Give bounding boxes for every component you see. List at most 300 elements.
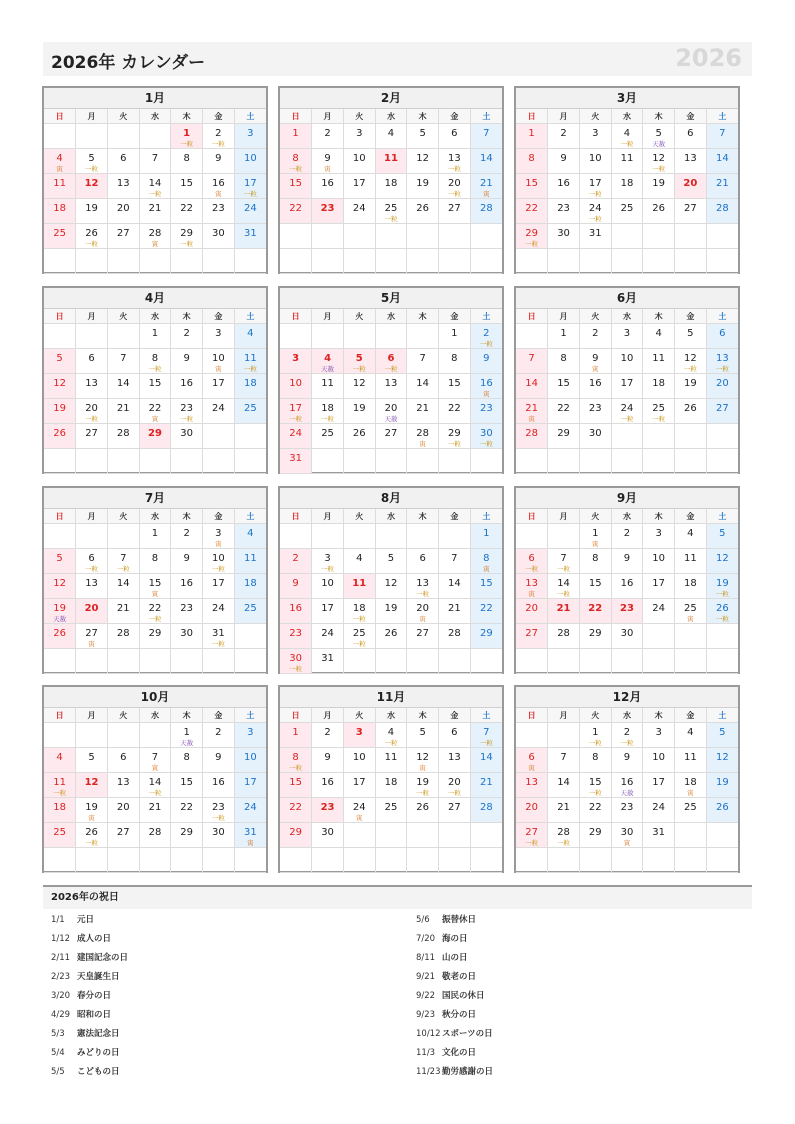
day-cell	[579, 748, 611, 773]
weekday-header: 火	[343, 708, 375, 723]
day-cell	[611, 773, 643, 798]
lucky-day-label: 一粒	[620, 415, 634, 423]
day-cell	[675, 124, 707, 149]
day-cell	[548, 748, 580, 773]
day-number: 21	[416, 403, 430, 414]
day-number: 5	[355, 353, 363, 364]
day-number: 30	[180, 428, 194, 439]
day-number: 14	[557, 777, 570, 788]
day-number: 13	[85, 578, 98, 589]
day-cell	[44, 574, 76, 599]
empty-cell	[675, 424, 707, 449]
day-cell	[203, 374, 235, 399]
empty-cell	[107, 324, 139, 349]
empty-cell	[203, 848, 235, 873]
day-number: 15	[588, 777, 602, 788]
day-number: 11	[352, 578, 367, 589]
day-number: 3	[592, 128, 599, 139]
day-cell	[76, 174, 108, 199]
empty-cell	[548, 249, 580, 274]
day-cell	[343, 174, 375, 199]
empty-cell	[280, 224, 312, 249]
empty-cell	[76, 324, 108, 349]
empty-cell	[139, 649, 171, 674]
day-number: 29	[479, 628, 493, 639]
day-cell	[407, 399, 439, 424]
day-number: 26	[53, 428, 66, 439]
holiday-item	[408, 911, 748, 930]
day-cell	[139, 149, 171, 174]
empty-cell	[107, 649, 139, 674]
day-number: 6	[419, 553, 426, 564]
day-number: 14	[557, 578, 570, 589]
day-number: 12	[53, 378, 66, 389]
month-title: 3月	[516, 88, 738, 109]
day-number: 20	[715, 378, 729, 389]
day-number: 29	[148, 628, 162, 639]
weekday-header: 月	[548, 109, 580, 124]
day-number: 17	[652, 578, 666, 589]
day-cell	[706, 374, 738, 399]
lucky-day-label: 寅	[151, 240, 159, 248]
holiday-date: 8/11	[416, 953, 436, 963]
day-cell	[203, 324, 235, 349]
day-number: 2	[592, 328, 599, 339]
empty-cell	[76, 124, 108, 149]
day-number: 26	[715, 802, 729, 813]
day-cell	[407, 624, 439, 649]
day-number: 13	[715, 353, 729, 364]
day-cell	[203, 624, 235, 649]
weekday-header: 金	[675, 109, 707, 124]
day-number: 23	[212, 802, 225, 813]
day-number: 25	[384, 203, 398, 214]
day-number: 24	[352, 802, 366, 813]
month-title: 8月	[280, 488, 502, 509]
empty-cell	[375, 823, 407, 848]
day-cell	[203, 124, 235, 149]
lucky-day-label: 寅	[88, 640, 95, 648]
day-number: 5	[56, 353, 63, 364]
holiday-date: 10/12	[416, 1029, 441, 1039]
day-cell	[139, 424, 171, 449]
day-number: 9	[183, 553, 190, 564]
day-cell	[107, 773, 139, 798]
day-cell	[675, 199, 707, 224]
day-cell	[234, 149, 266, 174]
day-cell	[107, 399, 139, 424]
day-cell	[611, 524, 643, 549]
day-number: 30	[479, 428, 493, 439]
day-number: 27	[684, 203, 697, 214]
lucky-day-label: 一粒	[211, 140, 225, 148]
day-cell	[548, 424, 580, 449]
day-cell	[548, 224, 580, 249]
day-number: 28	[715, 203, 729, 214]
day-number: 9	[215, 153, 222, 164]
day-cell	[234, 349, 266, 374]
day-cell	[706, 549, 738, 574]
day-number: 22	[448, 403, 461, 414]
weekday-header: 木	[643, 509, 675, 524]
lucky-day-label: 一粒	[447, 440, 461, 448]
day-number: 11	[321, 378, 334, 389]
empty-cell	[439, 449, 471, 474]
day-number: 12	[416, 153, 430, 164]
day-number: 25	[620, 203, 634, 214]
day-cell	[470, 599, 502, 624]
day-cell	[280, 449, 312, 474]
day-cell	[375, 349, 407, 374]
month-title: 10月	[44, 687, 266, 708]
day-number: 26	[352, 428, 366, 439]
day-number: 24	[243, 802, 257, 813]
day-number: 7	[483, 128, 490, 139]
day-cell	[234, 549, 266, 574]
day-cell	[643, 599, 675, 624]
day-number: 18	[384, 178, 398, 189]
lucky-day-label: 一粒	[148, 789, 162, 797]
day-number: 17	[289, 403, 302, 414]
weekday-header: 木	[407, 708, 439, 723]
day-cell	[675, 174, 707, 199]
day-cell	[470, 174, 502, 199]
day-number: 26	[416, 802, 430, 813]
day-number: 25	[384, 802, 398, 813]
empty-cell	[643, 224, 675, 249]
holiday-item	[43, 1063, 383, 1082]
day-number: 16	[479, 378, 493, 389]
empty-cell	[643, 624, 675, 649]
day-cell	[139, 574, 171, 599]
day-number: 15	[180, 777, 194, 788]
lucky-day-label: 寅	[356, 814, 363, 822]
month-9	[514, 486, 740, 674]
weekday-header: 土	[706, 109, 738, 124]
day-cell	[516, 199, 548, 224]
weekday-header: 土	[706, 309, 738, 324]
day-number: 23	[588, 403, 602, 414]
day-cell	[312, 748, 344, 773]
empty-cell	[139, 449, 171, 474]
weekday-header: 火	[107, 109, 139, 124]
day-cell	[107, 174, 139, 199]
day-cell	[312, 723, 344, 748]
lucky-day-label: 一粒	[85, 839, 99, 847]
weekday-header: 日	[516, 509, 548, 524]
empty-cell	[76, 723, 108, 748]
day-cell	[343, 424, 375, 449]
month-7	[42, 486, 268, 674]
day-cell	[139, 174, 171, 199]
empty-cell	[343, 224, 375, 249]
day-number: 8	[483, 553, 490, 564]
day-number: 21	[479, 178, 493, 189]
day-number: 31	[243, 228, 257, 239]
day-cell	[470, 798, 502, 823]
empty-cell	[706, 848, 738, 873]
holiday-date: 5/4	[51, 1048, 65, 1058]
day-number: 5	[719, 528, 726, 539]
day-number: 28	[116, 428, 130, 439]
day-number: 21	[148, 203, 162, 214]
weekday-header: 金	[439, 509, 471, 524]
day-number: 23	[620, 802, 634, 813]
weekday-header: 木	[643, 309, 675, 324]
day-number: 10	[588, 153, 602, 164]
day-cell	[343, 773, 375, 798]
day-cell	[203, 224, 235, 249]
day-cell	[375, 199, 407, 224]
day-cell	[643, 149, 675, 174]
day-cell	[44, 199, 76, 224]
day-cell	[643, 798, 675, 823]
day-number: 1	[528, 128, 535, 139]
weekday-header: 日	[280, 509, 312, 524]
month-2	[278, 86, 504, 274]
day-number: 6	[120, 752, 127, 763]
day-cell	[579, 823, 611, 848]
day-number: 19	[85, 203, 98, 214]
day-number: 17	[352, 178, 366, 189]
empty-cell	[375, 249, 407, 274]
day-number: 9	[592, 353, 599, 364]
lucky-day-label: 天赦	[620, 789, 634, 797]
lucky-day-label: 一粒	[243, 365, 257, 373]
day-cell	[516, 773, 548, 798]
day-cell	[375, 174, 407, 199]
day-number: 20	[116, 802, 130, 813]
day-cell	[548, 574, 580, 599]
day-cell	[234, 124, 266, 149]
holiday-date: 5/5	[51, 1067, 65, 1077]
lucky-day-label: 一粒	[148, 615, 162, 623]
day-cell	[171, 324, 203, 349]
day-number: 11	[243, 553, 257, 564]
day-number: 22	[180, 802, 194, 813]
day-cell	[76, 574, 108, 599]
day-cell	[439, 773, 471, 798]
holiday-item	[43, 968, 383, 987]
day-number: 27	[116, 827, 130, 838]
day-number: 13	[684, 153, 697, 164]
day-number: 31	[652, 827, 666, 838]
lucky-day-label: 寅	[528, 590, 535, 598]
day-cell	[407, 599, 439, 624]
empty-cell	[516, 449, 548, 474]
weekday-header: 水	[375, 509, 407, 524]
day-number: 27	[525, 628, 538, 639]
day-cell	[343, 723, 375, 748]
day-cell	[107, 149, 139, 174]
empty-cell	[675, 848, 707, 873]
day-cell	[439, 374, 471, 399]
day-number: 19	[352, 403, 366, 414]
day-cell	[470, 399, 502, 424]
day-cell	[675, 349, 707, 374]
day-number: 10	[212, 353, 225, 364]
day-number: 22	[148, 403, 162, 414]
day-cell	[470, 424, 502, 449]
month-table	[516, 708, 738, 873]
lucky-day-label: 一粒	[620, 140, 634, 148]
day-cell	[470, 773, 502, 798]
empty-cell	[407, 449, 439, 474]
day-number: 9	[483, 353, 490, 364]
holiday-date: 1/12	[51, 934, 71, 944]
day-cell	[171, 124, 203, 149]
day-cell	[44, 224, 76, 249]
day-cell	[234, 174, 266, 199]
lucky-day-label: 一粒	[416, 590, 430, 598]
day-cell	[516, 174, 548, 199]
holiday-name: みどりの日	[77, 1048, 120, 1058]
day-number: 12	[684, 353, 697, 364]
month-5	[278, 286, 504, 474]
day-cell	[548, 624, 580, 649]
day-number: 8	[592, 553, 599, 564]
day-number: 28	[479, 802, 493, 813]
day-cell	[611, 723, 643, 748]
day-number: 23	[479, 403, 493, 414]
day-number: 3	[655, 727, 662, 738]
weekday-header: 水	[611, 509, 643, 524]
lucky-day-label: 寅	[419, 440, 426, 448]
day-number: 15	[448, 378, 461, 389]
day-number: 16	[620, 578, 634, 589]
month-table	[280, 109, 502, 274]
month-table	[280, 309, 502, 474]
day-cell	[706, 399, 738, 424]
day-cell	[611, 349, 643, 374]
day-number: 31	[588, 228, 602, 239]
day-number: 28	[479, 203, 493, 214]
day-cell	[280, 574, 312, 599]
day-cell	[280, 174, 312, 199]
lucky-day-label: 一粒	[557, 839, 571, 847]
day-number: 2	[183, 528, 190, 539]
empty-cell	[375, 848, 407, 873]
day-number: 18	[243, 578, 257, 589]
lucky-day-label: 天赦	[321, 365, 335, 373]
weekday-header: 水	[139, 309, 171, 324]
day-cell	[171, 574, 203, 599]
day-cell	[76, 798, 108, 823]
day-cell	[343, 199, 375, 224]
day-number: 6	[687, 128, 694, 139]
empty-cell	[44, 723, 76, 748]
weekday-header: 月	[312, 509, 344, 524]
empty-cell	[439, 649, 471, 674]
day-number: 24	[588, 203, 602, 214]
day-cell	[579, 124, 611, 149]
day-number: 1	[483, 528, 490, 539]
day-cell	[548, 823, 580, 848]
lucky-day-label: 一粒	[180, 140, 194, 148]
lucky-day-label: 一粒	[116, 565, 130, 573]
day-cell	[44, 798, 76, 823]
day-number: 23	[620, 603, 634, 614]
day-cell	[76, 624, 108, 649]
day-cell	[44, 599, 76, 624]
empty-cell	[643, 649, 675, 674]
day-cell	[343, 748, 375, 773]
day-cell	[675, 549, 707, 574]
day-cell	[439, 723, 471, 748]
lucky-day-label: 一粒	[148, 365, 162, 373]
empty-cell	[611, 224, 643, 249]
day-cell	[675, 748, 707, 773]
holiday-name: 文化の日	[442, 1048, 477, 1058]
day-number: 11	[243, 353, 257, 364]
day-cell	[312, 549, 344, 574]
day-cell	[439, 424, 471, 449]
lucky-day-label: 一粒	[384, 739, 398, 747]
day-cell	[439, 124, 471, 149]
empty-cell	[470, 649, 502, 674]
weekday-header: 月	[548, 309, 580, 324]
day-number: 4	[623, 128, 631, 139]
day-cell	[516, 574, 548, 599]
day-cell	[579, 424, 611, 449]
day-number: 30	[588, 428, 602, 439]
day-number: 11	[652, 353, 666, 364]
weekday-header: 日	[516, 309, 548, 324]
lucky-day-label: 一粒	[85, 240, 99, 248]
empty-cell	[312, 524, 344, 549]
day-number: 15	[479, 578, 493, 589]
holiday-name: 海の日	[442, 934, 468, 944]
day-cell	[470, 549, 502, 574]
day-number: 19	[384, 603, 398, 614]
day-number: 22	[148, 603, 162, 614]
empty-cell	[516, 249, 548, 274]
day-number: 14	[116, 578, 130, 589]
empty-cell	[675, 624, 707, 649]
day-cell	[280, 748, 312, 773]
day-cell	[706, 798, 738, 823]
day-number: 14	[479, 752, 493, 763]
day-cell	[171, 723, 203, 748]
day-number: 1	[151, 328, 159, 339]
day-cell	[107, 199, 139, 224]
empty-cell	[407, 823, 439, 848]
day-number: 7	[719, 128, 726, 139]
day-cell	[643, 374, 675, 399]
day-number: 6	[451, 128, 458, 139]
day-number: 26	[85, 827, 98, 838]
day-number: 16	[180, 378, 194, 389]
day-number: 19	[715, 777, 729, 788]
day-number: 29	[588, 628, 602, 639]
day-cell	[407, 748, 439, 773]
empty-cell	[107, 249, 139, 274]
lucky-day-label: 寅	[419, 615, 426, 623]
weekday-header: 日	[44, 708, 76, 723]
day-cell	[234, 224, 266, 249]
empty-cell	[548, 449, 580, 474]
day-number: 24	[212, 403, 225, 414]
lucky-day-label: 寅	[151, 415, 159, 423]
holiday-list	[43, 885, 752, 1077]
day-cell	[375, 599, 407, 624]
day-number: 11	[684, 553, 697, 564]
empty-cell	[44, 524, 76, 549]
day-cell	[76, 424, 108, 449]
day-number: 3	[324, 553, 331, 564]
day-number: 29	[180, 827, 194, 838]
day-number: 18	[384, 777, 398, 788]
